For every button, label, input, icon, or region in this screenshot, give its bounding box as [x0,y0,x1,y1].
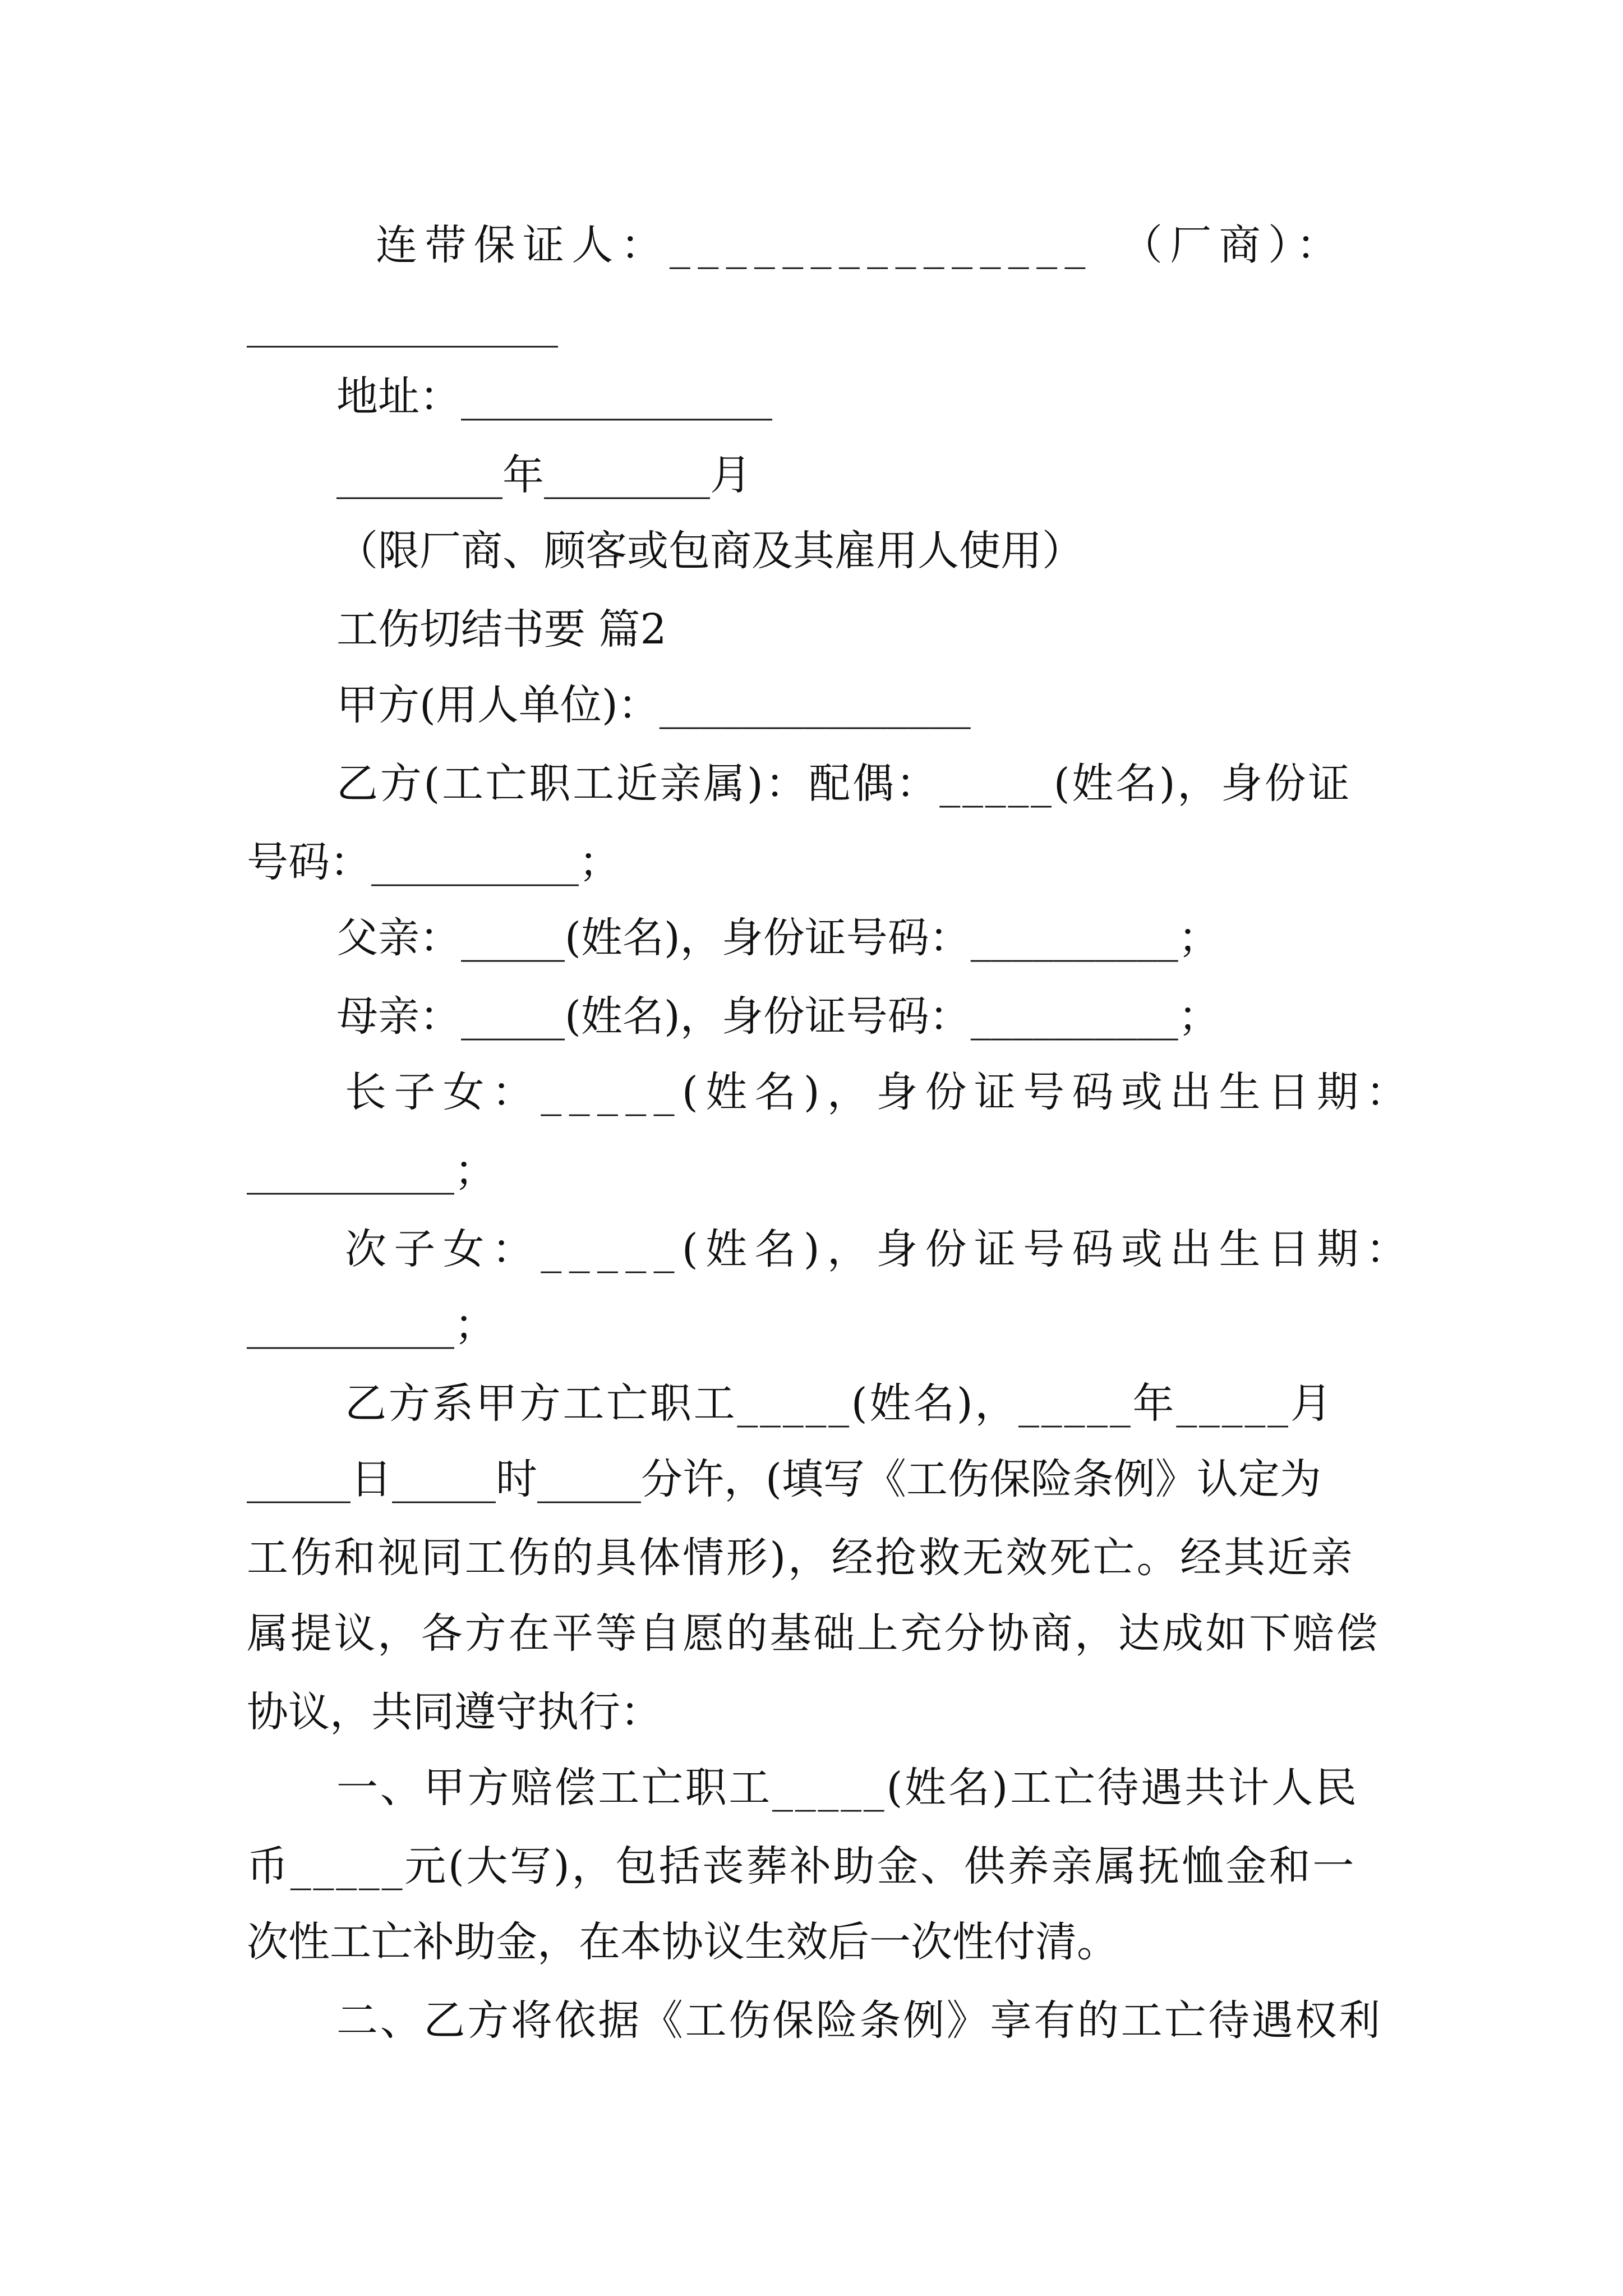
usage-note: （限厂商、顾客或包商及其雇用人使用） [336,527,1083,575]
party-b-id-line: 号码：__________； [247,838,620,886]
paragraph-line-1: 乙方系甲方工亡职工_____(姓名)，_____年_____月 [345,1379,1334,1428]
guarantor-line: 连带保证人：_______________ （厂商）： [376,221,1345,269]
clause-2-line-1: 二、乙方将依据《工伤保险条例》享有的工亡待遇权利 [336,1996,1382,2045]
address-line: 地址：_______________ [336,372,772,421]
clause-1-line-2: 币_____元(大写)，包括丧葬补助金、供养亲属抚恤金和一 [247,1842,1357,1890]
date-line: ________年________月 [336,451,751,499]
eldest-child-line: 长子女：_____(姓名)，身份证号码或出生日期： [345,1068,1415,1116]
clause-1-line-1: 一、甲方赔偿工亡职工_____(姓名)工亡待遇共计人民 [336,1764,1359,1812]
paragraph-line-5: 协议，共同遵守执行： [247,1688,662,1736]
party-a-line: 甲方(用人单位)：_______________ [336,681,971,729]
clause-1-line-3: 次性工亡补助金，在本协议生效后一次性付清。 [247,1918,1118,1966]
paragraph-line-2: _____日_____时_____分许，(填写《工伤保险条例》认定为 [247,1455,1321,1503]
mother-line: 母亲：_____(姓名)，身份证号码：__________； [336,992,1220,1041]
party-b-line: 乙方(工亡职工近亲属)：配偶：_____(姓名)，身份证 [336,760,1352,808]
paragraph-line-3: 工伤和视同工伤的具体情形)，经抢救无效死亡。经其近亲 [247,1534,1355,1582]
second-child-line: 次子女：_____(姓名)，身份证号码或出生日期： [345,1225,1415,1273]
second-child-blank: __________； [247,1301,496,1349]
guarantor-blank-line: _______________ [247,300,558,348]
father-line: 父亲：_____(姓名)，身份证号码：__________； [336,914,1220,962]
eldest-child-blank: __________； [247,1147,496,1195]
section-title: 工伤切结书要 篇2 [336,605,667,654]
paragraph-line-4: 属提议，各方在平等自愿的基础上充分协商，达成如下赔偿 [247,1609,1380,1658]
